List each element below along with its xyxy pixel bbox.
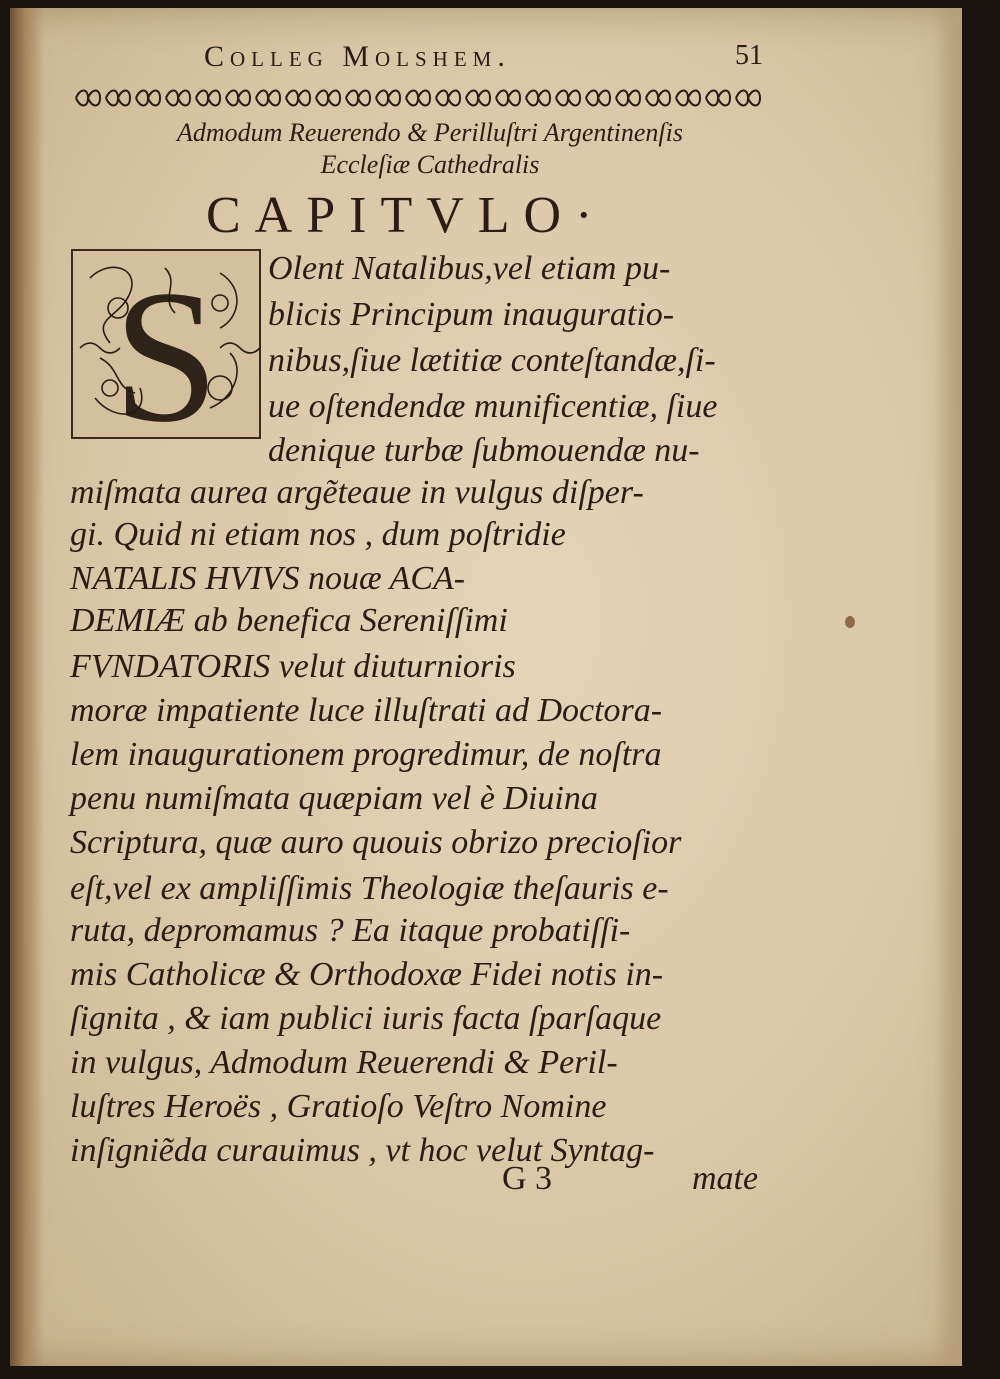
body-line: ue oſtendendæ munificentiæ, ſiue (268, 388, 718, 425)
body-line: mis Catholicæ & Orthodoxæ Fidei notis in- (70, 956, 664, 993)
body-line: ruta, depromamus ? Ea itaque probatiſſi- (70, 912, 631, 949)
body-line: nibus,ſiue lætitiæ conteſtandæ,ſi- (268, 342, 716, 379)
ornament-band (68, 86, 768, 110)
body-line: DEMIÆ ab benefica Sereniſſimi (70, 602, 508, 639)
body-line: luſtres Heroës , Gratioſo Veſtro Nomine (70, 1088, 607, 1125)
chapter-heading: CAPITVLO· (206, 187, 607, 244)
body-line: moræ impatiente luce illuſtrati ad Doctora- (70, 692, 663, 729)
body-line: eſt,vel ex ampliſſimis Theologiæ theſauris e- (70, 870, 669, 907)
body-line: miſmata aurea argẽteaue in vulgus diſper- (70, 474, 644, 511)
catchword: mate (692, 1160, 759, 1197)
page-number: 51 (735, 40, 763, 71)
body-line: FVNDATORIS velut diuturnioris (70, 648, 516, 685)
body-line: in vulgus, Admodum Reuerendi & Peril- (70, 1044, 618, 1081)
binding-gutter (10, 8, 44, 1366)
book-page (10, 8, 962, 1366)
body-line: penu numiſmata quæpiam vel è Diuina (70, 780, 598, 817)
body-line: gi. Quid ni etiam nos , dum poſtridie (70, 516, 566, 553)
decorated-initial-s (70, 248, 262, 440)
body-line: NATALIS HVIVS nouæ ACA- (70, 560, 466, 597)
initial-letter: S (113, 252, 219, 440)
signature-mark: G 3 (502, 1160, 553, 1197)
body-line: blicis Principum inauguratio- (268, 296, 675, 333)
running-head: Colleg Molshem. (204, 40, 511, 73)
body-line: Scriptura, quæ auro quouis obrizo precioſior (70, 824, 682, 861)
body-line: inſigniẽda curauimus , vt hoc velut Syntag- (70, 1132, 655, 1169)
dedication-line-1: Admodum Reuerendo & Perilluſtri Argentinenſis (177, 118, 683, 147)
body-line: Olent Natalibus,vel etiam pu- (268, 250, 671, 287)
body-line: denique turbæ ſubmouendæ nu- (268, 432, 700, 469)
page-edge-shadow (934, 8, 962, 1366)
body-line: ſignita , & iam publici iuris facta ſparſaque (70, 1000, 662, 1037)
paper-stain (845, 616, 855, 628)
dedication-line-2: Eccleſiæ Cathedralis (320, 150, 540, 179)
body-line: lem inaugurationem progredimur, de noſtra (70, 736, 662, 773)
